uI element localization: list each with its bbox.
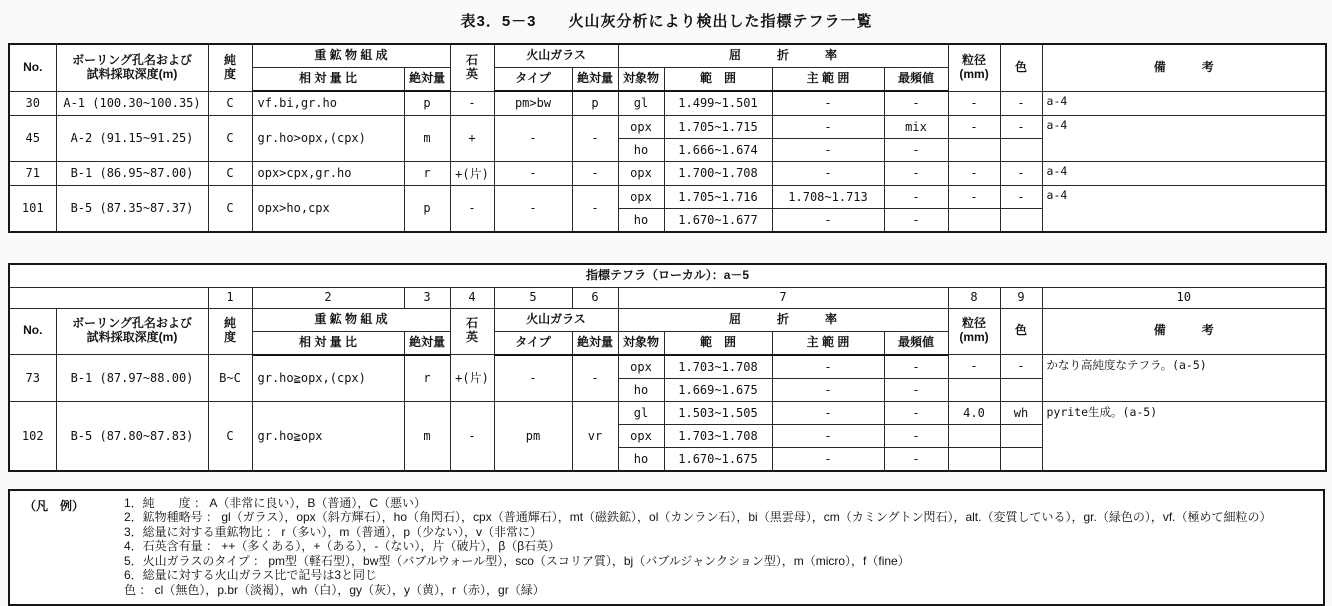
- cell-glass-type: -: [494, 161, 572, 185]
- cell-relative-ratio: gr.ho≧opx: [252, 401, 404, 471]
- cell-glass-type: -: [494, 115, 572, 161]
- data-row: [9, 115, 1326, 138]
- col-header-relative-ratio: 相 対 量 比: [252, 331, 404, 355]
- legend-line: 5．火山ガラスのタイプ ： pm型（軽石型），bw型（バブルウォール型），sco（スコリア質），bj（バブルジャンクション型），m（micro），f（fine）: [124, 553, 910, 568]
- cell-main-range: -: [772, 91, 884, 115]
- col-header-grain-line1: 粒径: [961, 316, 986, 331]
- cell-grain-size: -: [948, 115, 1000, 138]
- column-number: 9: [1000, 287, 1042, 308]
- cell-quartz: +: [450, 115, 494, 161]
- cell-relative-ratio: gr.ho>opx,(cpx): [252, 115, 404, 161]
- cell-purity: B~C: [208, 355, 252, 402]
- header-row-1: [9, 308, 1326, 331]
- cell-purity: C: [208, 401, 252, 471]
- cell-mode: -: [884, 378, 948, 401]
- col-header-hole-line1: ボーリング孔名および: [72, 316, 192, 331]
- cell-glass-absolute: -: [572, 161, 618, 185]
- col-header-grain-line2: (mm): [959, 66, 989, 81]
- cell-target: opx: [618, 355, 664, 379]
- cell-range: 1.703~1.708: [664, 424, 772, 447]
- col-header-hole-line2: 試料採取深度(m): [86, 330, 178, 345]
- table-a5-body: [9, 355, 1326, 471]
- cell-remark: a-4: [1042, 91, 1326, 115]
- col-header-remarks: 備 考: [1042, 308, 1326, 355]
- legend-box: [8, 489, 1325, 606]
- cell-heavy-absolute: r: [404, 355, 450, 402]
- table2-label: 指標テフラ（ローカル）：a－5: [9, 264, 1326, 288]
- col-header-target: 対象物: [618, 331, 664, 355]
- page-title: 表3．5－3 火山灰分析により検出した指標テフラ一覧: [460, 13, 873, 30]
- col-header-heavy-minerals: 重 鉱 物 組 成: [252, 44, 450, 68]
- cell-mode: -: [884, 91, 948, 115]
- col-header-purity: [208, 308, 252, 355]
- cell-main-range: -: [772, 355, 884, 379]
- cell-target: ho: [618, 378, 664, 401]
- data-row: [9, 401, 1326, 424]
- cell-relative-ratio: gr.ho≧opx,(cpx): [252, 355, 404, 402]
- cell-mode: -: [884, 161, 948, 185]
- col-header-no: No.: [9, 44, 56, 91]
- cell-quartz: -: [450, 91, 494, 115]
- cell-hole: A-2 (91.15~91.25): [56, 115, 208, 161]
- cell-glass-absolute: vr: [572, 401, 618, 471]
- cell-no: 45: [9, 115, 56, 161]
- cell-range: 1.703~1.708: [664, 355, 772, 379]
- cell-relative-ratio: vf.bi,gr.ho: [252, 91, 404, 115]
- column-number-row: [9, 287, 1326, 308]
- cell-target: ho: [618, 208, 664, 232]
- cell-relative-ratio: opx>cpx,gr.ho: [252, 161, 404, 185]
- tephra-table-a4: [8, 43, 1327, 233]
- col-header-grain-size: [948, 308, 1000, 355]
- col-header-glass-absolute: 絶対量: [572, 331, 618, 355]
- cell-range: 1.669~1.675: [664, 378, 772, 401]
- cell-main-range: -: [772, 115, 884, 138]
- col-header-hole: [56, 308, 208, 355]
- cell-quartz: -: [450, 401, 494, 471]
- col-header-purity-line1: 純: [223, 52, 236, 67]
- col-header-volcanic-glass: 火山ガラス: [494, 44, 618, 68]
- cell-target: ho: [618, 447, 664, 471]
- col-header-refraction: 屈 折 率: [618, 44, 948, 68]
- cell-range: 1.705~1.716: [664, 185, 772, 208]
- col-header-heavy-minerals: 重 鉱 物 組 成: [252, 308, 450, 331]
- cell-color: -: [1000, 91, 1042, 115]
- cell-grain-size: -: [948, 355, 1000, 379]
- column-number: 2: [252, 287, 404, 308]
- col-header-quartz-line2: 英: [465, 330, 478, 345]
- cell-main-range: -: [772, 401, 884, 424]
- cell-glass-absolute: -: [572, 115, 618, 161]
- cell-color: wh: [1000, 401, 1042, 424]
- cell-main-range: -: [772, 447, 884, 471]
- col-header-purity-line1: 純: [223, 316, 236, 331]
- col-header-mode: 最頻値: [884, 68, 948, 92]
- column-number: 10: [1042, 287, 1326, 308]
- col-header-hole-line2: 試料採取深度(m): [86, 66, 178, 81]
- cell-mode: -: [884, 401, 948, 424]
- col-header-purity-line2: 度: [223, 330, 236, 345]
- col-header-glass-type: タイプ: [494, 331, 572, 355]
- col-header-mode: 最頻値: [884, 331, 948, 355]
- cell-grain-size: 4.0: [948, 401, 1000, 424]
- cell-grain-size: [948, 138, 1000, 161]
- col-header-purity-line2: 度: [223, 66, 236, 81]
- cell-remark: a-4: [1042, 115, 1326, 161]
- cell-heavy-absolute: m: [404, 115, 450, 161]
- cell-grain-size: -: [948, 161, 1000, 185]
- cell-range: 1.666~1.674: [664, 138, 772, 161]
- legend-line: 2．鉱物種略号 ： gl（ガラス），opx（斜方輝石），ho（角閃石），cpx（普通輝石），mt（磁鉄鉱），ol（カンラン石），bi（黒雲母），cm（カミングトン閃石），alt.（変質している），gr.（緑色の），vf.（極めて細粒の）: [124, 510, 1272, 525]
- cell-color: [1000, 138, 1042, 161]
- data-row: [9, 185, 1326, 208]
- col-header-no: No.: [9, 308, 56, 355]
- cell-color: -: [1000, 161, 1042, 185]
- table-a4-body: [9, 91, 1326, 232]
- data-row: [9, 355, 1326, 379]
- cell-quartz: +(片): [450, 355, 494, 402]
- cell-target: opx: [618, 424, 664, 447]
- cell-remark: かなり高純度なテフラ。(a-5): [1042, 355, 1326, 402]
- cell-main-range: -: [772, 208, 884, 232]
- col-header-purity: [208, 44, 252, 91]
- col-header-quartz-line1: 石: [465, 52, 478, 67]
- cell-heavy-absolute: p: [404, 185, 450, 232]
- column-number: 4: [450, 287, 494, 308]
- column-number: 7: [618, 287, 948, 308]
- cell-main-range: -: [772, 138, 884, 161]
- cell-grain-size: [948, 447, 1000, 471]
- col-header-grain-size: [948, 44, 1000, 91]
- cell-target: opx: [618, 115, 664, 138]
- cell-target: ho: [618, 138, 664, 161]
- cell-grain-size: -: [948, 91, 1000, 115]
- cell-color: -: [1000, 355, 1042, 379]
- col-header-range: 範 囲: [664, 331, 772, 355]
- col-header-main-range: 主 範 囲: [772, 68, 884, 92]
- cell-no: 101: [9, 185, 56, 232]
- col-header-volcanic-glass: 火山ガラス: [494, 308, 618, 331]
- col-header-refraction: 屈 折 率: [618, 308, 948, 331]
- cell-purity: C: [208, 91, 252, 115]
- cell-heavy-absolute: p: [404, 91, 450, 115]
- cell-purity: C: [208, 161, 252, 185]
- spacer: [8, 233, 1325, 263]
- column-number: 3: [404, 287, 450, 308]
- tephra-table-a5: [8, 263, 1327, 472]
- cell-color: [1000, 208, 1042, 232]
- col-header-glass-absolute: 絶対量: [572, 68, 618, 92]
- column-number: 5: [494, 287, 572, 308]
- legend-line: 色 ： cl（無色），p.br（淡褐），wh（白），gy（灰），y（黄），r（赤），gr（緑）: [124, 583, 545, 598]
- col-header-quartz: [450, 308, 494, 355]
- cell-color: [1000, 447, 1042, 471]
- legend-line: 4．石英含有量 ： ++（多くある），+（ある），-（ない），片（破片），β（β石英）: [124, 539, 561, 554]
- cell-glass-type: -: [494, 355, 572, 402]
- cell-glass-type: pm>bw: [494, 91, 572, 115]
- col-header-main-range: 主 範 囲: [772, 331, 884, 355]
- cell-hole: A-1 (100.30~100.35): [56, 91, 208, 115]
- col-header-glass-type: タイプ: [494, 68, 572, 92]
- column-number-empty: [9, 287, 208, 308]
- legend-line: 3．総量に対する重鉱物比 ： r（多い），m（普通），p（少ない），v（非常に）: [124, 524, 543, 539]
- cell-purity: C: [208, 185, 252, 232]
- cell-no: 30: [9, 91, 56, 115]
- cell-main-range: 1.708~1.713: [772, 185, 884, 208]
- col-header-quartz-line2: 英: [465, 66, 478, 81]
- cell-range: 1.503~1.505: [664, 401, 772, 424]
- cell-mode: mix: [884, 115, 948, 138]
- col-header-absolute-amount: 絶対量: [404, 331, 450, 355]
- cell-grain-size: -: [948, 185, 1000, 208]
- cell-hole: B-1 (86.95~87.00): [56, 161, 208, 185]
- cell-glass-type: pm: [494, 401, 572, 471]
- cell-mode: -: [884, 447, 948, 471]
- table2-label-row: [9, 264, 1326, 288]
- col-header-remarks: 備 考: [1042, 44, 1326, 91]
- cell-range: 1.499~1.501: [664, 91, 772, 115]
- cell-grain-size: [948, 208, 1000, 232]
- legend-lines: [124, 496, 1315, 598]
- cell-color: [1000, 378, 1042, 401]
- cell-target: opx: [618, 185, 664, 208]
- cell-color: -: [1000, 115, 1042, 138]
- cell-hole: B-5 (87.35~87.37): [56, 185, 208, 232]
- cell-glass-type: -: [494, 185, 572, 232]
- cell-target: gl: [618, 91, 664, 115]
- cell-color: [1000, 424, 1042, 447]
- col-header-range: 範 囲: [664, 68, 772, 92]
- cell-target: opx: [618, 161, 664, 185]
- col-header-color: 色: [1000, 44, 1042, 91]
- cell-quartz: +(片): [450, 161, 494, 185]
- cell-main-range: -: [772, 161, 884, 185]
- cell-hole: B-5 (87.80~87.83): [56, 401, 208, 471]
- cell-mode: -: [884, 208, 948, 232]
- cell-color: -: [1000, 185, 1042, 208]
- col-header-quartz-line1: 石: [465, 316, 478, 331]
- cell-purity: C: [208, 115, 252, 161]
- cell-main-range: -: [772, 424, 884, 447]
- col-header-grain-line2: (mm): [959, 330, 989, 345]
- cell-mode: -: [884, 424, 948, 447]
- header-row-1: [9, 44, 1326, 68]
- col-header-quartz: [450, 44, 494, 91]
- cell-quartz: -: [450, 185, 494, 232]
- cell-glass-absolute: -: [572, 355, 618, 402]
- cell-mode: -: [884, 138, 948, 161]
- cell-heavy-absolute: r: [404, 161, 450, 185]
- data-row: [9, 161, 1326, 185]
- legend-label: （凡 例）: [24, 498, 85, 513]
- col-header-grain-line1: 粒径: [962, 52, 987, 67]
- cell-grain-size: [948, 378, 1000, 401]
- legend-line: 1．純 度 ： A（非常に良い），B（普通），C（悪い）: [124, 495, 427, 510]
- cell-remark: pyrite生成。(a-5): [1042, 401, 1326, 471]
- cell-no: 102: [9, 401, 56, 471]
- cell-target: gl: [618, 401, 664, 424]
- column-number: 8: [948, 287, 1000, 308]
- cell-no: 71: [9, 161, 56, 185]
- cell-mode: -: [884, 185, 948, 208]
- cell-range: 1.705~1.715: [664, 115, 772, 138]
- cell-hole: B-1 (87.97~88.00): [56, 355, 208, 402]
- cell-grain-size: [948, 424, 1000, 447]
- cell-main-range: -: [772, 378, 884, 401]
- data-row: [9, 91, 1326, 115]
- cell-heavy-absolute: m: [404, 401, 450, 471]
- col-header-hole: [56, 44, 208, 91]
- col-header-relative-ratio: 相 対 量 比: [252, 68, 404, 92]
- cell-range: 1.700~1.708: [664, 161, 772, 185]
- cell-remark: a-4: [1042, 185, 1326, 232]
- legend-line: 6．総量に対する火山ガラス比で記号は3と同じ: [124, 568, 377, 583]
- cell-range: 1.670~1.677: [664, 208, 772, 232]
- column-number: 1: [208, 287, 252, 308]
- cell-remark: a-4: [1042, 161, 1326, 185]
- cell-glass-absolute: -: [572, 185, 618, 232]
- cell-no: 73: [9, 355, 56, 402]
- cell-range: 1.670~1.675: [664, 447, 772, 471]
- col-header-hole-line1: ボーリング孔名および: [72, 52, 192, 67]
- col-header-color: 色: [1000, 308, 1042, 355]
- cell-relative-ratio: opx>ho,cpx: [252, 185, 404, 232]
- cell-glass-absolute: p: [572, 91, 618, 115]
- column-number: 6: [572, 287, 618, 308]
- col-header-absolute-amount: 絶対量: [404, 68, 450, 92]
- cell-mode: -: [884, 355, 948, 379]
- col-header-target: 対象物: [618, 68, 664, 92]
